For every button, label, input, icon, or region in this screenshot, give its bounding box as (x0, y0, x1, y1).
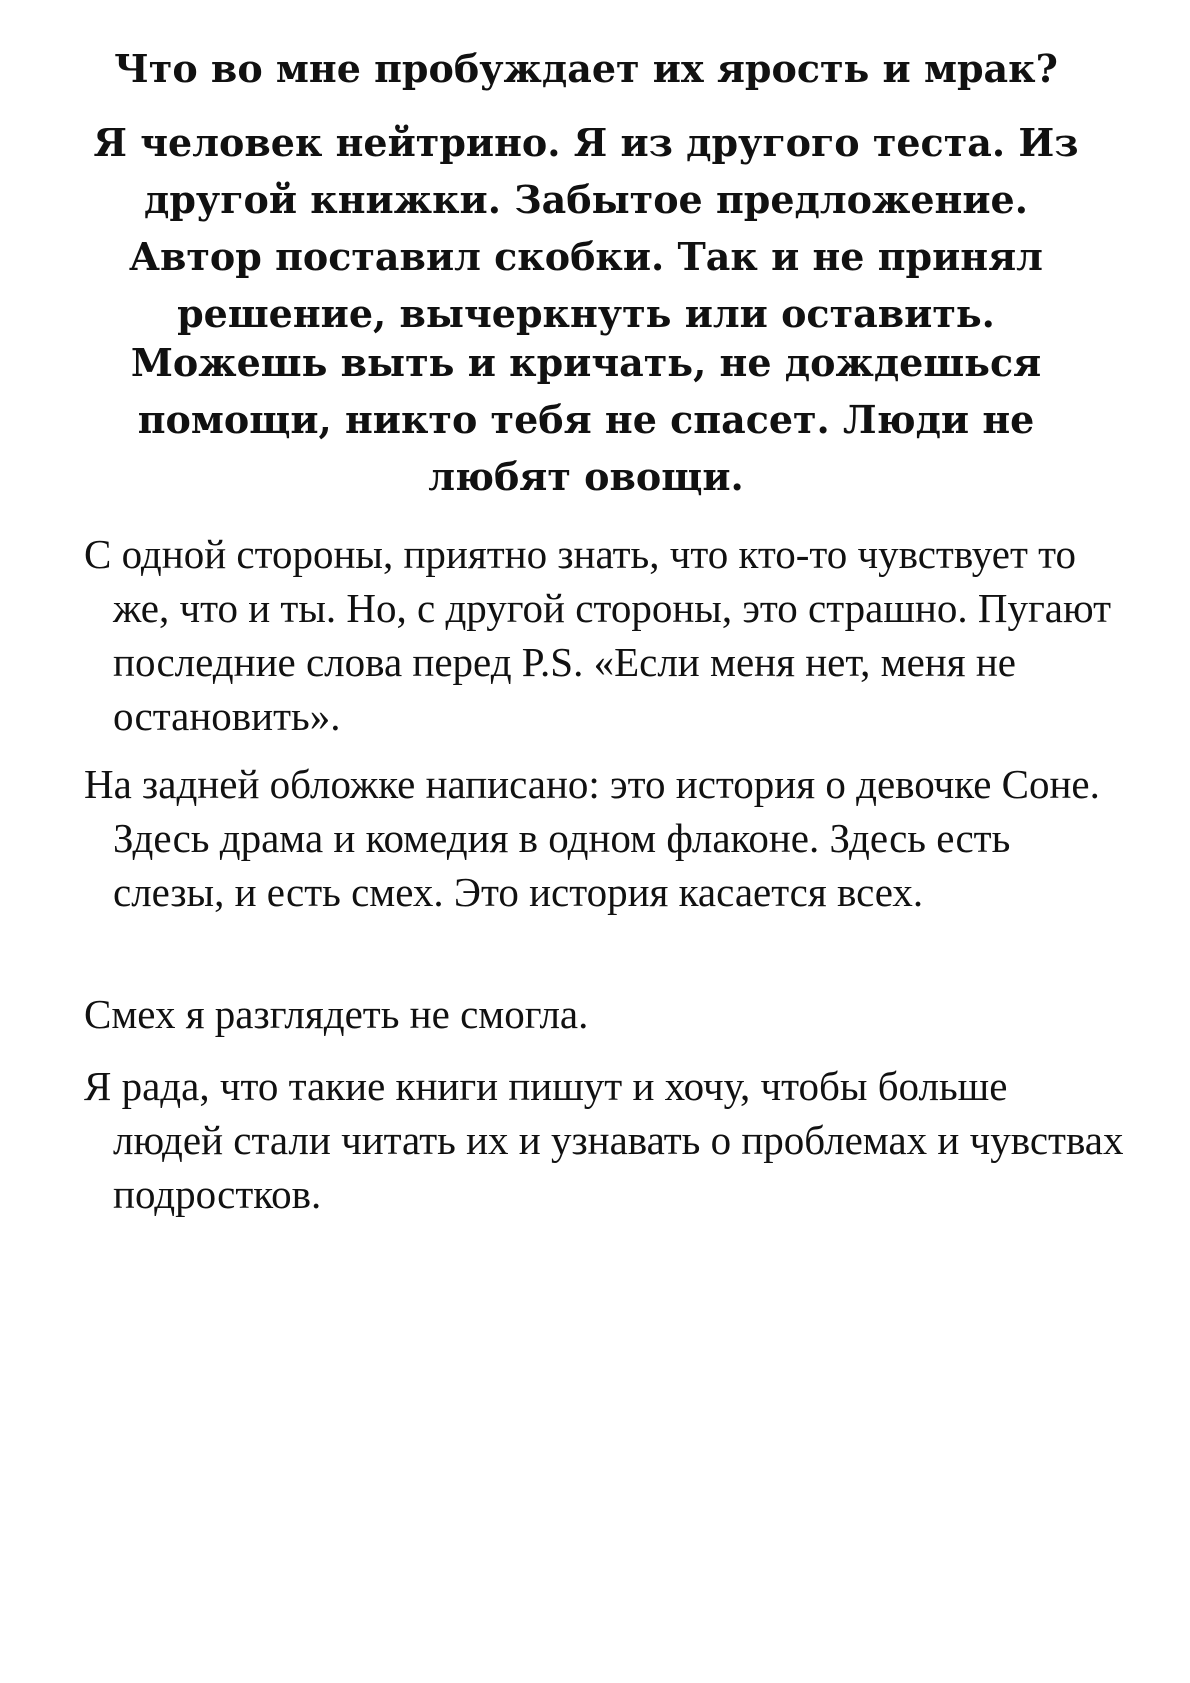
quote-line-1: Что во мне пробуждает их ярость и мрак? (114, 46, 1058, 91)
paragraph-3: Смех я разглядеть не смогла. (84, 991, 589, 1037)
quote-line-3: Можешь выть и кричать, не дождешься помощи, никто тебя не спасет. Люди не любят овощи. (130, 340, 1042, 499)
paragraph-1: С одной стороны, приятно знать, что кто-то чувствует то же, что и ты. Но, с другой стороны, это страшно. Пугают последние слова перед P.S. «Если меня нет, меня не остановить». (84, 531, 1111, 739)
paragraph-4: Я рада, что такие книги пишут и хочу, чтобы больше людей стали читать их и узнавать о проблемах и чувствах подростков. (84, 1063, 1124, 1217)
paragraph-2: На задней обложке написано: это история о девочке Соне. Здесь драма и комедия в одном флаконе. Здесь есть слезы, и есть смех. Это история касается всех. (84, 761, 1100, 915)
quote-line-2: Я человек нейтрино. Я из другого теста. Из другой книжки. Забытое предложение. Автор поставил скобки. Так и не принял решение, вычеркнуть или оставить. (93, 120, 1079, 336)
